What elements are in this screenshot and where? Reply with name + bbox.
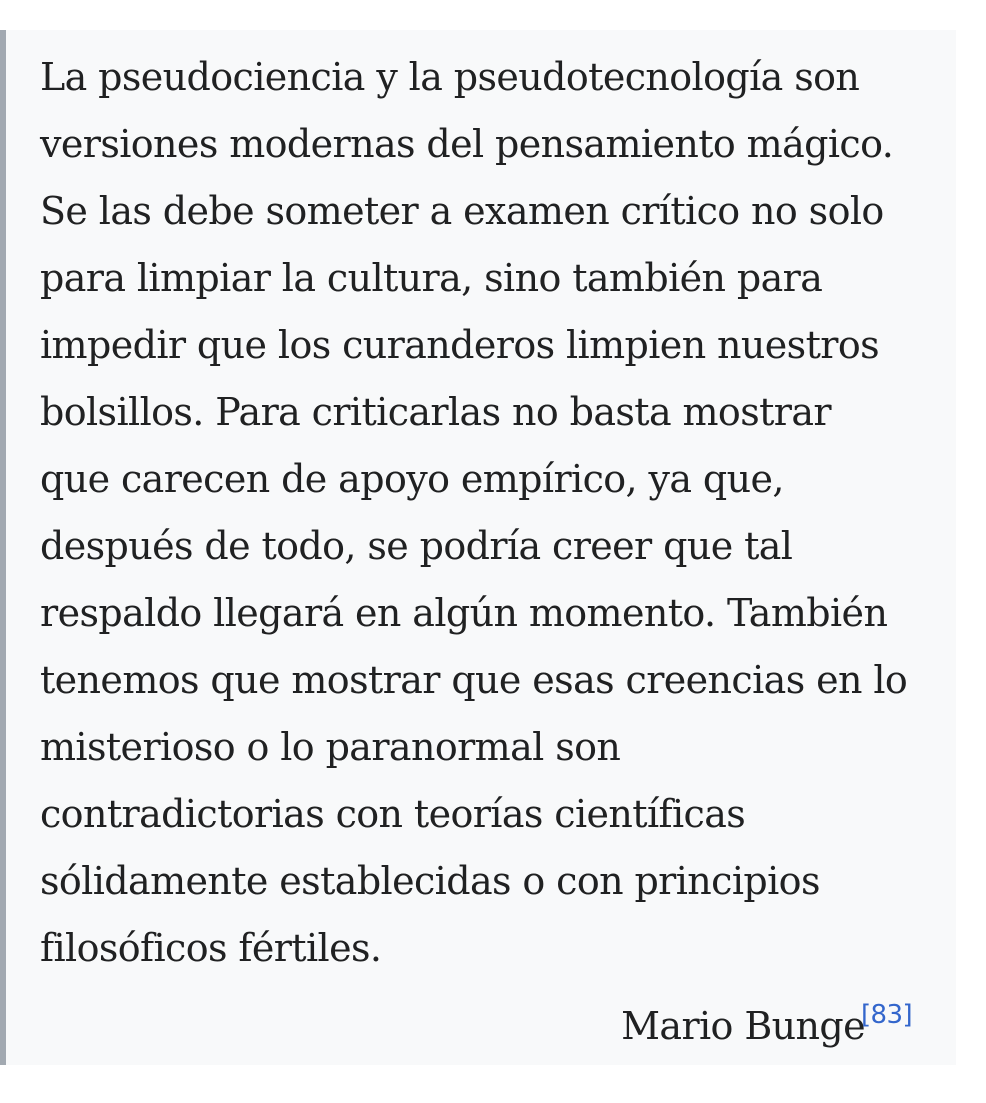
quote-author: Mario Bunge — [621, 1004, 866, 1048]
quote-line: Se las debe someter a examen crítico no solo — [40, 189, 884, 233]
reference-link[interactable]: [83] — [861, 1000, 912, 1030]
quote-text — [40, 44, 940, 982]
quote-box — [0, 30, 956, 1065]
quote-line: tenemos que mostrar que esas creencias en lo — [40, 658, 908, 702]
quote-line: versiones modernas del pensamiento mágico. — [40, 122, 894, 166]
quote-left-border — [0, 30, 6, 1065]
quote-line: filosóficos fértiles. — [40, 926, 382, 970]
quote-attribution — [621, 990, 912, 1051]
quote-line: respaldo llegará en algún momento. También — [40, 591, 888, 635]
quote-line: sólidamente establecidas o con principios — [40, 859, 820, 903]
quote-line: contradictorias con teorías científicas — [40, 792, 746, 836]
quote-line: misterioso o lo paranormal son — [40, 725, 621, 769]
quote-line: bolsillos. Para criticarlas no basta mostrar — [40, 390, 831, 434]
quote-line: La pseudociencia y la pseudotecnología son — [40, 55, 860, 99]
quote-line: impedir que los curanderos limpien nuestros — [40, 323, 879, 367]
quote-line: después de todo, se podría creer que tal — [40, 524, 793, 568]
quote-line: que carecen de apoyo empírico, ya que, — [40, 457, 784, 501]
quote-line: para limpiar la cultura, sino también para — [40, 256, 823, 300]
